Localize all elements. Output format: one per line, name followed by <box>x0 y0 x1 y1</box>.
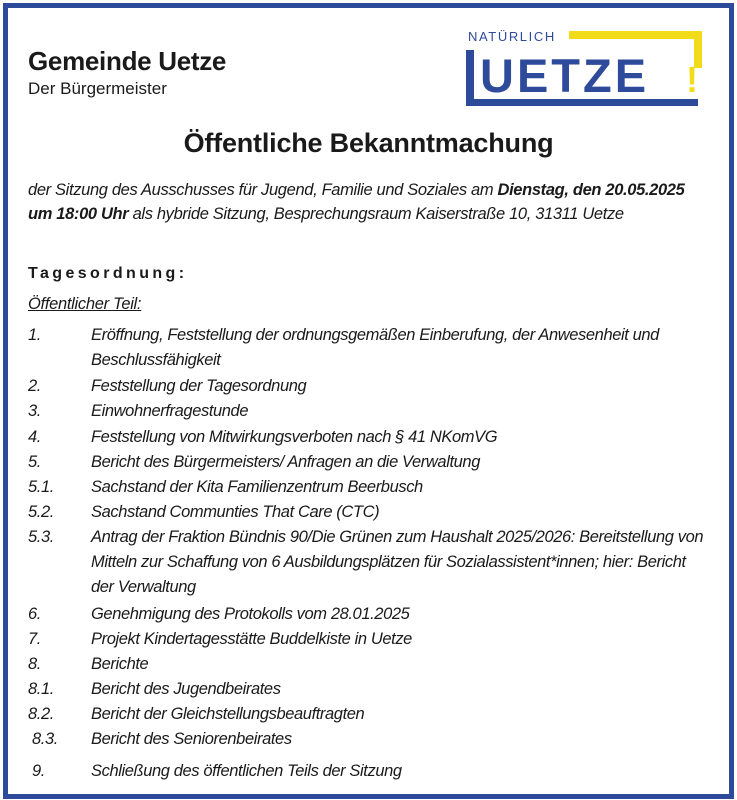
agenda-item-text: Bericht des Bürgermeisters/ Anfragen an die Verwaltung <box>91 453 480 471</box>
agenda-item-number: 8. <box>28 655 41 673</box>
issuer-subtitle: Der Bürgermeister <box>28 79 167 98</box>
notice-frame <box>3 3 734 799</box>
agenda-item-number: 5. <box>28 453 41 471</box>
agenda-item-text: Bericht des Jugendbeirates <box>91 680 281 698</box>
agenda-item-number: 8.1. <box>28 680 54 698</box>
agenda-item-number: 6. <box>28 605 41 623</box>
agenda-item-number: 7. <box>28 630 41 648</box>
agenda-item-number: 9. <box>32 762 45 780</box>
agenda-heading: Tagesordnung: <box>28 265 188 282</box>
agenda-item-text: Bericht des Seniorenbeirates <box>91 730 292 748</box>
agenda-item-text: Antrag der Fraktion Bündnis 90/Die Grünen zum Haushalt 2025/2026: Bereitstellung von Mitteln zur Schaffung von 6 Ausbildungsplätzen für Sozialassistent*innen; hier: Bericht der Verwaltung <box>91 528 704 596</box>
agenda-item-text: Sachstand der Kita Familienzentrum Beerbusch <box>91 478 423 496</box>
logo-exclamation: ! <box>686 59 698 100</box>
agenda-item-text: Schließung des öffentlichen Teils der Sitzung <box>91 762 402 780</box>
agenda-item-number: 8.2. <box>28 705 54 723</box>
agenda-item-number: 3. <box>28 402 41 420</box>
agenda-item-text: Feststellung der Tagesordnung <box>91 377 307 395</box>
agenda-item-number: 5.1. <box>28 478 54 496</box>
agenda-item-text: Genehmigung des Protokolls vom 28.01.2025 <box>91 605 410 623</box>
agenda-item-number: 5.3. <box>28 528 54 546</box>
agenda-item-text: Feststellung von Mitwirkungsverboten nach § 41 NKomVG <box>91 428 498 446</box>
intro-date: Dienstag, den 20.05.2025 um 18:00 Uhr <box>28 181 685 223</box>
agenda-item-text: Bericht der Gleichstellungsbeauftragten <box>91 705 365 723</box>
agenda-item-text: Berichte <box>91 655 149 673</box>
logo-tagline: NATÜRLICH <box>468 29 556 44</box>
agenda-item-text: Einwohnerfragestunde <box>91 402 249 420</box>
agenda-item-text: Eröffnung, Feststellung der ordnungsgemäßen Einberufung, der Anwesenheit und Beschlussfähigkeit <box>91 326 659 369</box>
agenda-list <box>8 8 729 794</box>
logo-wordmark: UETZE <box>480 49 650 102</box>
agenda-item-number: 4. <box>28 428 41 446</box>
agenda-item-number: 5.2. <box>28 503 54 521</box>
notice-title: Öffentliche Bekanntmachung <box>183 128 554 158</box>
agenda-section-label: Öffentlicher Teil: <box>28 295 142 313</box>
agenda-item-number: 1. <box>28 326 41 344</box>
agenda-item-text: Projekt Kindertagesstätte Buddelkiste in Uetze <box>91 630 412 648</box>
intro-prefix: der Sitzung des Ausschusses für Jugend, Familie und Soziales am <box>28 181 498 199</box>
intro-suffix: als hybride Sitzung, Besprechungsraum Kaiserstraße 10, 31311 Uetze <box>128 205 624 223</box>
agenda-item-number: 8.3. <box>32 730 58 748</box>
agenda-item-number: 2. <box>28 377 41 395</box>
issuer-name: Gemeinde Uetze <box>28 46 227 76</box>
agenda-item-text: Sachstand Communties That Care (CTC) <box>91 503 380 521</box>
